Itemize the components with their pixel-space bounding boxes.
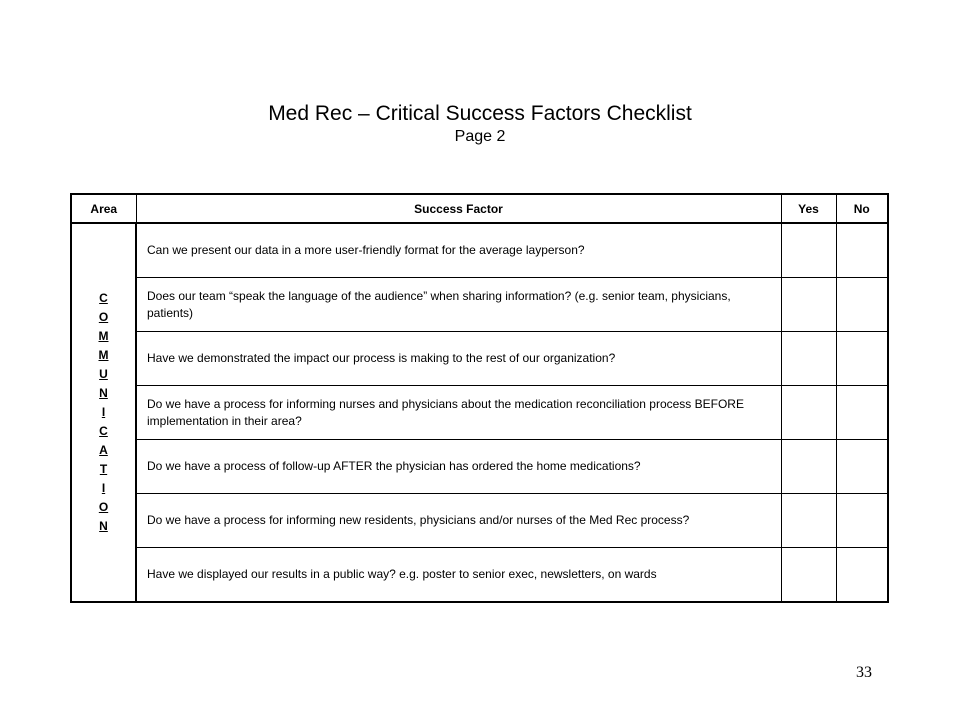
no-checkbox-cell[interactable]	[836, 332, 888, 386]
header-area: Area	[71, 194, 136, 223]
no-checkbox-cell[interactable]	[836, 386, 888, 440]
success-factors-table	[70, 193, 889, 603]
success-factor-text: Have we displayed our results in a public way? e.g. poster to senior exec, newsletters, on wards	[136, 548, 781, 603]
table-row	[71, 548, 888, 603]
table-row	[71, 440, 888, 494]
success-factor-text: Does our team “speak the language of the audience” when sharing information? (e.g. senior team, physicians, patients)	[136, 278, 781, 332]
area-letter: N	[99, 519, 108, 533]
area-letter: C	[99, 291, 108, 305]
area-cell-communication	[71, 223, 136, 602]
slide-title	[0, 101, 960, 147]
area-letter: A	[99, 443, 108, 457]
area-letter: I	[101, 405, 106, 419]
area-letter: T	[99, 462, 108, 476]
header-yes: Yes	[781, 194, 836, 223]
header-success-factor: Success Factor	[136, 194, 781, 223]
no-checkbox-cell[interactable]	[836, 223, 888, 278]
yes-checkbox-cell[interactable]	[781, 332, 836, 386]
success-factor-text: Can we present our data in a more user-friendly format for the average layperson?	[136, 223, 781, 278]
success-factor-text: Do we have a process of follow-up AFTER the physician has ordered the home medications?	[136, 440, 781, 494]
page-number: 33	[856, 664, 872, 681]
table-row	[71, 494, 888, 548]
area-label-vertical	[97, 289, 111, 536]
yes-checkbox-cell[interactable]	[781, 386, 836, 440]
success-factor-text: Do we have a process for informing new residents, physicians and/or nurses of the Med Rec process?	[136, 494, 781, 548]
area-letter: U	[99, 367, 108, 381]
table-row	[71, 386, 888, 440]
table-row	[71, 278, 888, 332]
table-header-row	[71, 194, 888, 223]
area-letter: M	[98, 348, 109, 362]
area-letter: O	[98, 500, 109, 514]
area-letter: M	[98, 329, 109, 343]
area-letter: O	[98, 310, 109, 324]
yes-checkbox-cell[interactable]	[781, 278, 836, 332]
yes-checkbox-cell[interactable]	[781, 548, 836, 603]
yes-checkbox-cell[interactable]	[781, 440, 836, 494]
table-row	[71, 223, 888, 278]
no-checkbox-cell[interactable]	[836, 494, 888, 548]
success-factor-text: Have we demonstrated the impact our process is making to the rest of our organization?	[136, 332, 781, 386]
area-letter: C	[99, 424, 108, 438]
no-checkbox-cell[interactable]	[836, 440, 888, 494]
table-row	[71, 332, 888, 386]
checklist-title: Med Rec – Critical Success Factors Checklist	[268, 102, 692, 125]
yes-checkbox-cell[interactable]	[781, 494, 836, 548]
yes-checkbox-cell[interactable]	[781, 223, 836, 278]
page-subtitle: Page 2	[454, 128, 506, 145]
success-factor-text: Do we have a process for informing nurses and physicians about the medication reconciliation process BEFORE implementation in their area?	[136, 386, 781, 440]
no-checkbox-cell[interactable]	[836, 548, 888, 603]
area-letter: N	[99, 386, 108, 400]
area-letter: I	[101, 481, 106, 495]
header-no: No	[836, 194, 888, 223]
no-checkbox-cell[interactable]	[836, 278, 888, 332]
